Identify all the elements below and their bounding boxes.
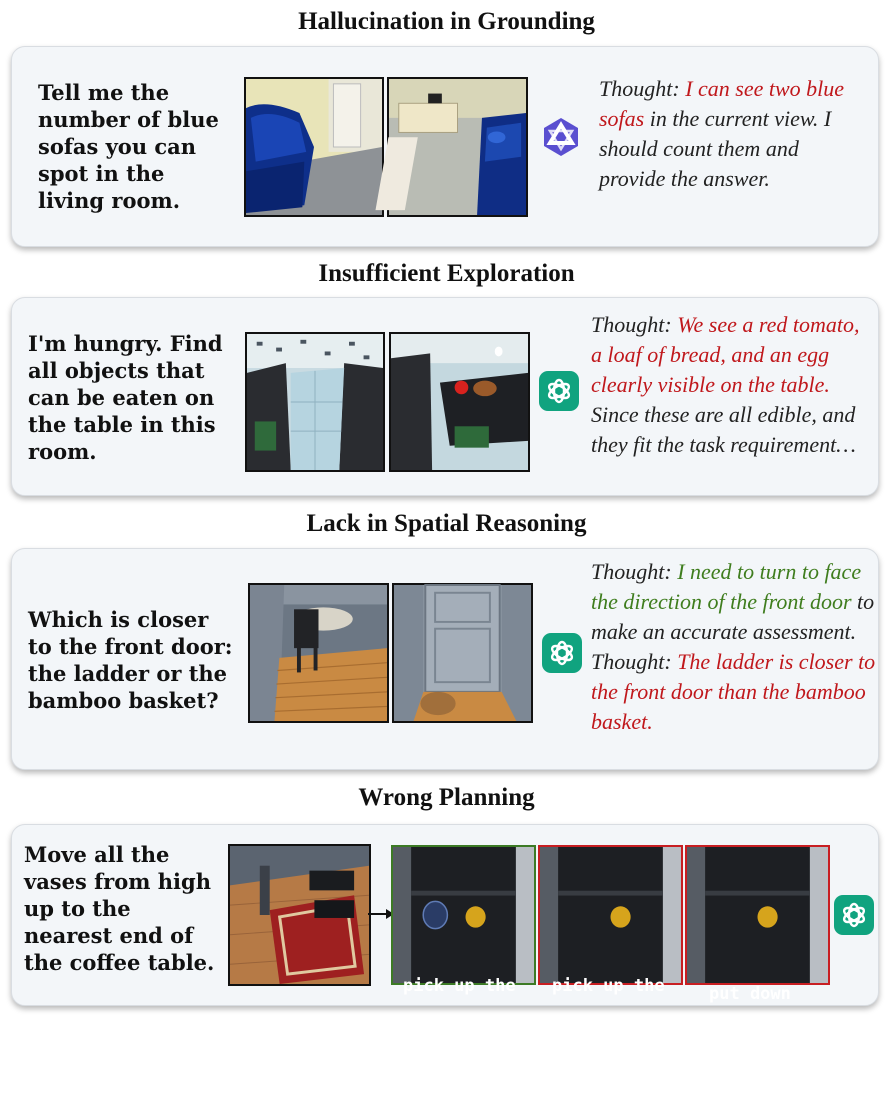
section-title-spatial: Lack in Spatial Reasoning xyxy=(306,510,587,537)
query-line: sofas you can xyxy=(38,134,197,159)
query-text xyxy=(28,330,223,465)
thought-step xyxy=(591,647,876,737)
thought-label: Thought: xyxy=(599,76,680,101)
thought-text: to make an accurate assessment. xyxy=(591,589,875,644)
plan-step-caption: pick up the blue vase xyxy=(403,976,516,1062)
query-line: to the front door: xyxy=(28,634,233,659)
query-line: number of blue xyxy=(38,107,219,132)
section-title-exploration: Insufficient Exploration xyxy=(318,260,575,287)
query-line: nearest end of xyxy=(24,923,194,948)
observation-image xyxy=(245,332,385,472)
model-thought xyxy=(599,74,859,194)
chatgpt-logo-icon xyxy=(834,895,874,935)
query-line: the table in this xyxy=(28,412,216,437)
observation-image xyxy=(248,583,389,723)
observation-image xyxy=(392,583,533,723)
panel-exploration xyxy=(11,297,879,496)
panel-hallucination xyxy=(11,46,879,247)
query-line: Which is closer xyxy=(28,607,209,632)
thought-text: Since these are all edible, and they fit the task requirement… xyxy=(591,402,856,457)
query-text xyxy=(28,606,233,714)
query-line: vases from high xyxy=(24,869,211,894)
query-line: bamboo basket? xyxy=(28,688,219,713)
panel-planning xyxy=(11,824,879,1062)
plan-step-image xyxy=(538,845,683,1062)
plan-step-image xyxy=(685,845,830,1004)
observation-image xyxy=(228,844,371,986)
query-line: up to the xyxy=(24,896,131,921)
thought-label: Thought: xyxy=(591,559,672,584)
query-line: spot in the xyxy=(38,161,165,186)
panel-spatial xyxy=(11,548,879,770)
thought-hallucination-text: The ladder is closer to the front door than the bamboo basket. xyxy=(591,649,876,734)
thought-hallucination-text: We see a red tomato, a loaf of bread, and an egg clearly visible on the table. xyxy=(591,312,860,397)
observation-image xyxy=(244,77,384,217)
query-line: the ladder or the xyxy=(28,661,228,686)
chatgpt-logo-icon xyxy=(539,371,579,411)
query-text xyxy=(24,841,214,976)
thought-correct-text: I need to turn to face the direction of the front door xyxy=(591,559,862,614)
query-line: I'm hungry. Find xyxy=(28,331,223,356)
query-line: room. xyxy=(28,439,97,464)
thought-label: Thought: xyxy=(591,312,672,337)
thought-text: in the current view. I should count them and provide the answer. xyxy=(599,106,832,191)
query-line: all objects that xyxy=(28,358,205,383)
query-line: Move all the xyxy=(24,842,170,867)
plan-step-caption: put down xyxy=(709,984,791,1004)
observation-image xyxy=(389,332,530,472)
section-title-hallucination: Hallucination in Grounding xyxy=(298,8,595,35)
query-line: the coffee table. xyxy=(24,950,215,975)
observation-image xyxy=(387,77,528,217)
model-thought xyxy=(591,310,871,460)
query-text xyxy=(38,79,219,214)
thought-label: Thought: xyxy=(591,649,672,674)
query-line: can be eaten on xyxy=(28,385,215,410)
plan-step-image xyxy=(391,845,536,1062)
thought-hallucination-text: I can see two blue sofas xyxy=(599,76,845,131)
model-thought xyxy=(591,557,876,737)
thought-step xyxy=(591,557,876,647)
section-title-planning: Wrong Planning xyxy=(358,784,535,811)
query-line: Tell me the xyxy=(38,80,170,105)
query-line: living room. xyxy=(38,188,181,213)
chatgpt-logo-icon xyxy=(542,633,582,673)
qwen-logo-icon xyxy=(539,115,583,159)
plan-step-caption: pick up the gold vase xyxy=(552,976,665,1062)
